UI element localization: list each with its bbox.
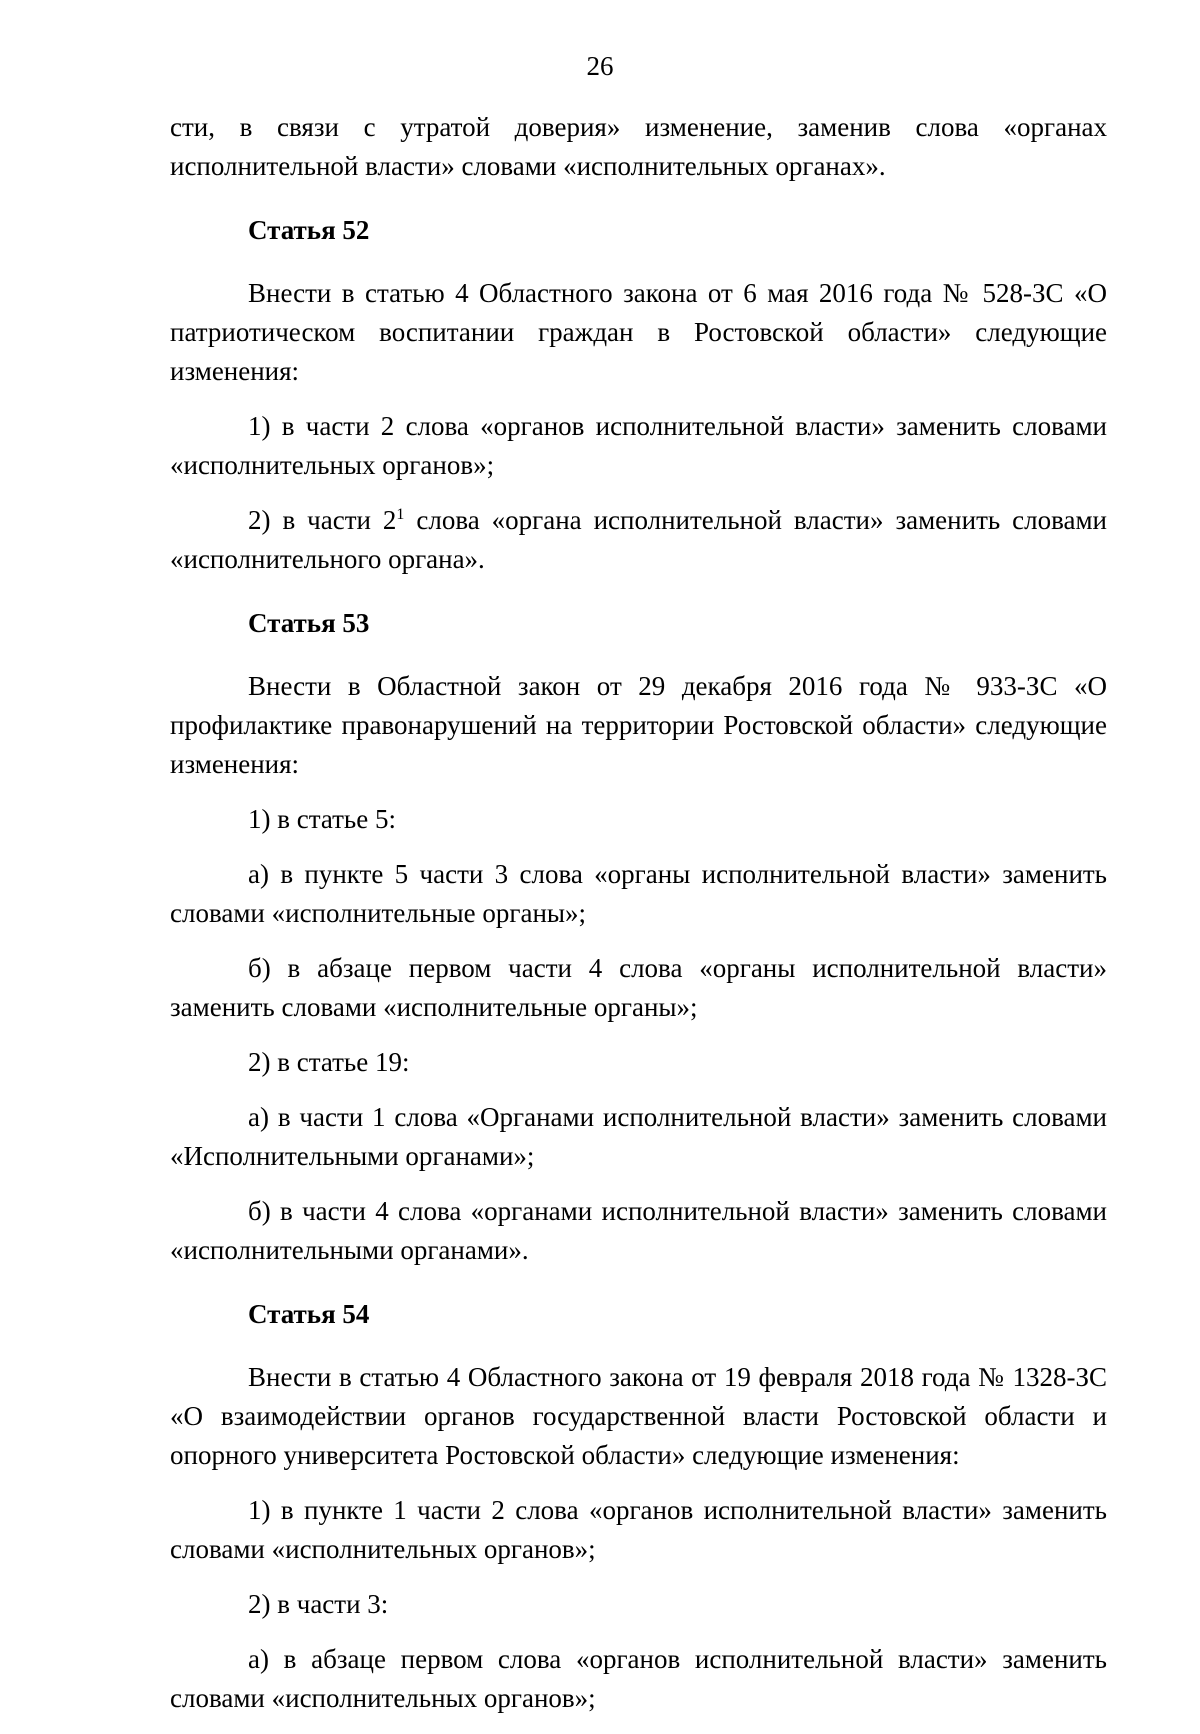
article-54-item-1: 1) в пункте 1 части 2 слова «органов исполнительной власти» заменить словами «исполнительных органов»;	[170, 1495, 1107, 1564]
article-52-item-2-rest: слова «органа исполнительной власти» заменить словами «исполнительного органа».	[170, 505, 1107, 574]
article-53-item-1b: б) в абзаце первом части 4 слова «органы исполнительной власти» заменить словами «исполнительные органы»;	[170, 953, 1107, 1022]
article-54	[170, 1296, 1107, 1718]
page-number: 26	[586, 51, 614, 81]
article-52	[170, 212, 1107, 579]
article-54-item-2a: а) в абзаце первом слова «органов исполнительной власти» заменить словами «исполнительных органов»;	[170, 1644, 1107, 1713]
article-52-item-2	[170, 501, 1107, 579]
article-52-title: Статья 52	[248, 215, 370, 245]
article-53-item-1: 1) в статье 5:	[248, 804, 396, 834]
article-52-item-2-superscript: 1	[396, 506, 405, 523]
article-52-item-1: 1) в части 2 слова «органов исполнительной власти» заменить словами «исполнительных органов»;	[170, 411, 1107, 480]
document-body	[170, 108, 1107, 1734]
article-54-item-2: 2) в части 3:	[248, 1589, 389, 1619]
article-53-item-2: 2) в статье 19:	[248, 1047, 410, 1077]
article-54-intro: Внести в статью 4 Областного закона от 19 февраля 2018 года № 1328-ЗС «О взаимодействии органов государственной власти Ростовской области и опорного университета Ростовской области» следующие изменения:	[170, 1362, 1107, 1470]
article-52-intro: Внести в статью 4 Областного закона от 6 мая 2016 года № 528-ЗС «О патриотическом воспитании граждан в Ростовской области» следующие изменения:	[170, 278, 1107, 386]
article-53-item-2b: б) в части 4 слова «органами исполнительной власти» заменить словами «исполнительными органами».	[170, 1196, 1107, 1265]
article-53-item-2a: а) в части 1 слова «Органами исполнительной власти» заменить словами «Исполнительными органами»;	[170, 1102, 1107, 1171]
opening-paragraph: сти, в связи с утратой доверия» изменение, заменив слова «органах исполнительной власти» словами «исполнительных органах».	[170, 112, 1107, 181]
article-52-item-2-start: 2) в части 2	[248, 505, 397, 535]
article-53-title: Статья 53	[248, 608, 370, 638]
article-53-item-1a: а) в пункте 5 части 3 слова «органы исполнительной власти» заменить словами «исполнительные органы»;	[170, 859, 1107, 928]
article-53	[170, 605, 1107, 1270]
article-54-title: Статья 54	[248, 1299, 370, 1329]
article-53-intro: Внести в Областной закон от 29 декабря 2016 года № 933-ЗС «О профилактике правонарушений на территории Ростовской области» следующие изменения:	[170, 671, 1107, 779]
